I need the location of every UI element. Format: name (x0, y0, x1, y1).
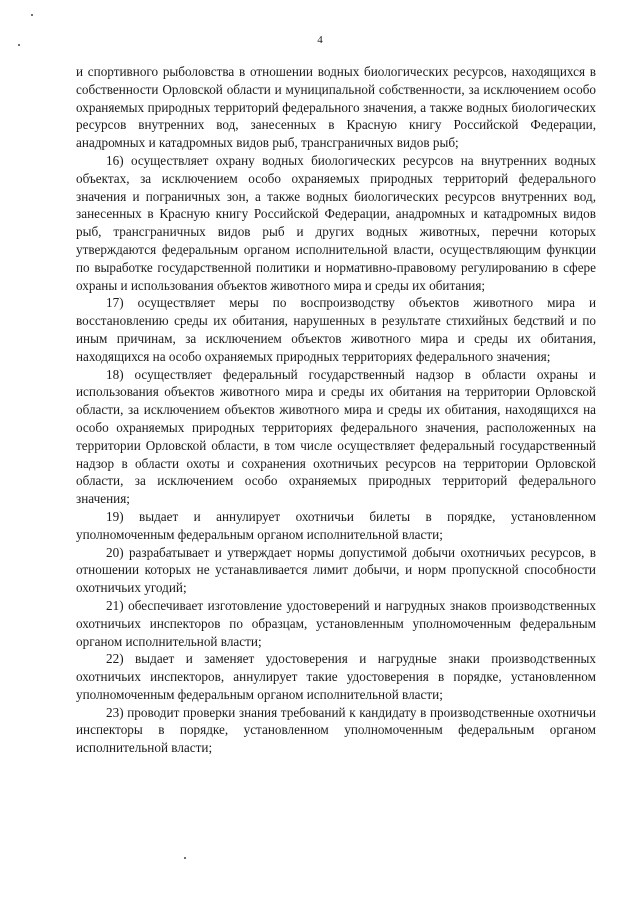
scan-speck (31, 14, 33, 16)
paragraph-item-21: 21) обеспечивает изготовление удостоверений и нагрудных знаков производственных охотничьих инспекторов по образцам, установленным уполномоченным федеральным органом исполнительной власти; (76, 597, 596, 649)
paragraph-item-19: 19) выдает и аннулирует охотничьи билеты в порядке, установленном уполномоченным федеральным органом исполнительной власти; (76, 508, 596, 542)
paragraph-item-20: 20) разрабатывает и утверждает нормы допустимой добычи охотничьих ресурсов, в отношении которых не устанавливается лимит добычи, и норм пропускной способности охотничьих угодий; (76, 544, 596, 596)
page-number: 4 (317, 34, 323, 46)
paragraph-continuation: и спортивного рыболовства в отношении водных биологических ресурсов, находящихся в собственности Орловской области и муниципальной собственности, за исключением особо охраняемых природных территорий федерального значения, а также водных биологических ресурсов внутренних вод, занесенных в Красную книгу Российской Федерации, анадромных и катадромных видов рыб, трансграничных видов рыб; (76, 64, 596, 151)
paragraph-item-16: 16) осуществляет охрану водных биологических ресурсов на внутренних водных объектах, за исключением особо охраняемых природных территорий федерального значения и пограничных зон, а также водных биологических ресурсов внутренних вод, занесенных в Красную книгу Российской Федерации, анадромных и катадромных видов рыб, трансграничных видов рыб и других водных животных, перечни которых утверждаются федеральным органом исполнительной власти, осуществляющим функции по выработке государственной политики и нормативно-правовому регулированию в сфере охраны и использования объектов животного мира и среды их обитания; (76, 152, 596, 293)
paragraph-item-23: 23) проводит проверки знания требований к кандидату в производственные охотничьи инспекторы в порядке, установленном уполномоченным федеральным органом исполнительной власти; (76, 704, 596, 756)
scan-speck (184, 857, 186, 859)
paragraph-item-18: 18) осуществляет федеральный государственный надзор в области охраны и использования объектов животного мира и среды их обитания на территории Орловской области, за исключением объектов животного мира и среды их обитания, находящихся на особо охраняемых природных территориях федерального значения, расположенных на территории Орловской области, в том числе осуществляет федеральный государственный надзор в области охоты и сохранения охотничьих ресурсов на территории Орловской области, за исключением особо охраняемых природных территорий федерального значения; (76, 366, 596, 507)
paragraph-item-17: 17) осуществляет меры по воспроизводству объектов животного мира и восстановлению среды их обитания, нарушенных в результате стихийных бедствий и по иным причинам, за исключением объектов животного мира и среды их обитания, находящихся на особо охраняемых природных территориях федерального значения; (76, 295, 596, 364)
document-body (76, 63, 596, 757)
paragraph-item-22: 22) выдает и заменяет удостоверения и нагрудные знаки производственных охотничьих инспекторов, аннулирует такие удостоверения в порядке, установленном уполномоченным федеральным органом исполнительной власти; (76, 651, 596, 702)
